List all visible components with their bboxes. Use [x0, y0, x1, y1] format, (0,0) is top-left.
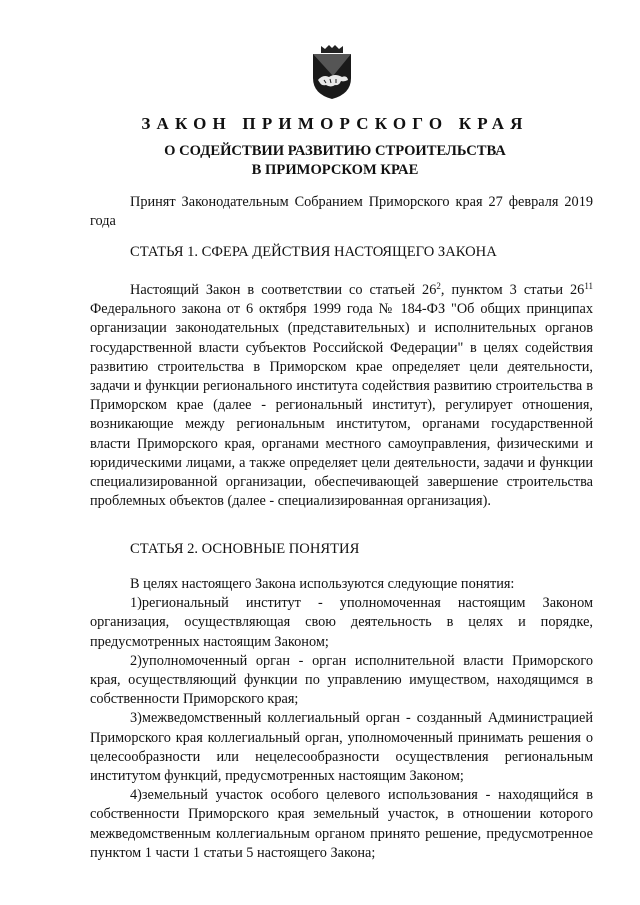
document-subtitle-line2: В ПРИМОРСКОМ КРАЕ: [251, 162, 419, 178]
definition-item: 3)межведомственный коллегиальный орган - созданный Администрацией Приморского края коллегиальный орган, уполномоченный принимать решения о целесообразности или нецелесообразности осуществления региональным институтом функций, предусмотренных настоящим Законом;: [90, 710, 593, 785]
adoption-note: Принят Законодательным Собранием Приморского края 27 февраля 2019 года: [90, 194, 593, 230]
article-1-text-b: , пунктом 3 статьи 26: [440, 282, 585, 298]
article-1-superscript-2: 11: [584, 281, 594, 291]
article-1-superscript-1: 2: [436, 281, 441, 291]
definition-item: 2)уполномоченный орган - орган исполнительной власти Приморского края, осуществляющий функции по управлению имуществом, находящимся в собственности Приморского края;: [90, 652, 593, 708]
document-title: ЗАКОН ПРИМОРСКОГО КРАЯ: [141, 114, 529, 133]
article-1-heading: СТАТЬЯ 1. СФЕРА ДЕЙСТВИЯ НАСТОЯЩЕГО ЗАКОНА: [130, 244, 497, 260]
document-subtitle-line1: О СОДЕЙСТВИИ РАЗВИТИЮ СТРОИТЕЛЬСТВА: [164, 143, 506, 159]
article-2-intro: В целях настоящего Закона используются следующие понятия:: [130, 576, 515, 592]
article-1-body: [90, 281, 593, 511]
article-1-text-a: Настоящий Закон в соответствии со статьей 26: [130, 282, 437, 298]
article-1-text-c: Федерального закона от 6 октября 1999 года № 184-ФЗ "Об общих принципах организации законодательных (представительных) и исполнительных органов государственной власти субъектов Российской Федерации" в целях содействия развитию строительства в Приморском крае определяет цели деятельности, задачи и функции регионального института содействия развитию строительства в Приморском крае (далее - региональный институт), регулирует отношения, возникающие между региональным институтом, органами государственной власти Приморского края, органами местного самоуправления, физическими и юридическими лицами, а также определяет цели деятельности, задачи и функции специализированной организации, обеспечивающей завершение строительства проблемных объектов (далее - специализированная организация).: [90, 301, 593, 510]
article-2-heading: СТАТЬЯ 2. ОСНОВНЫЕ ПОНЯТИЯ: [130, 541, 360, 557]
definition-item: 1)региональный институт - уполномоченная настоящим Законом организация, осуществляющая свою деятельность в целях и порядке, предусмотренных настоящим Законом;: [90, 595, 593, 650]
article-2-body: [90, 575, 593, 863]
coat-of-arms-icon: [309, 44, 355, 100]
definition-item: 4)земельный участок особого целевого использования - находящийся в собственности Приморского края земельный участок, в отношении которого межведомственным коллегиальным органом принято решение, предусмотренное пунктом 1 части 1 статьи 5 настоящего Закона;: [90, 787, 593, 861]
